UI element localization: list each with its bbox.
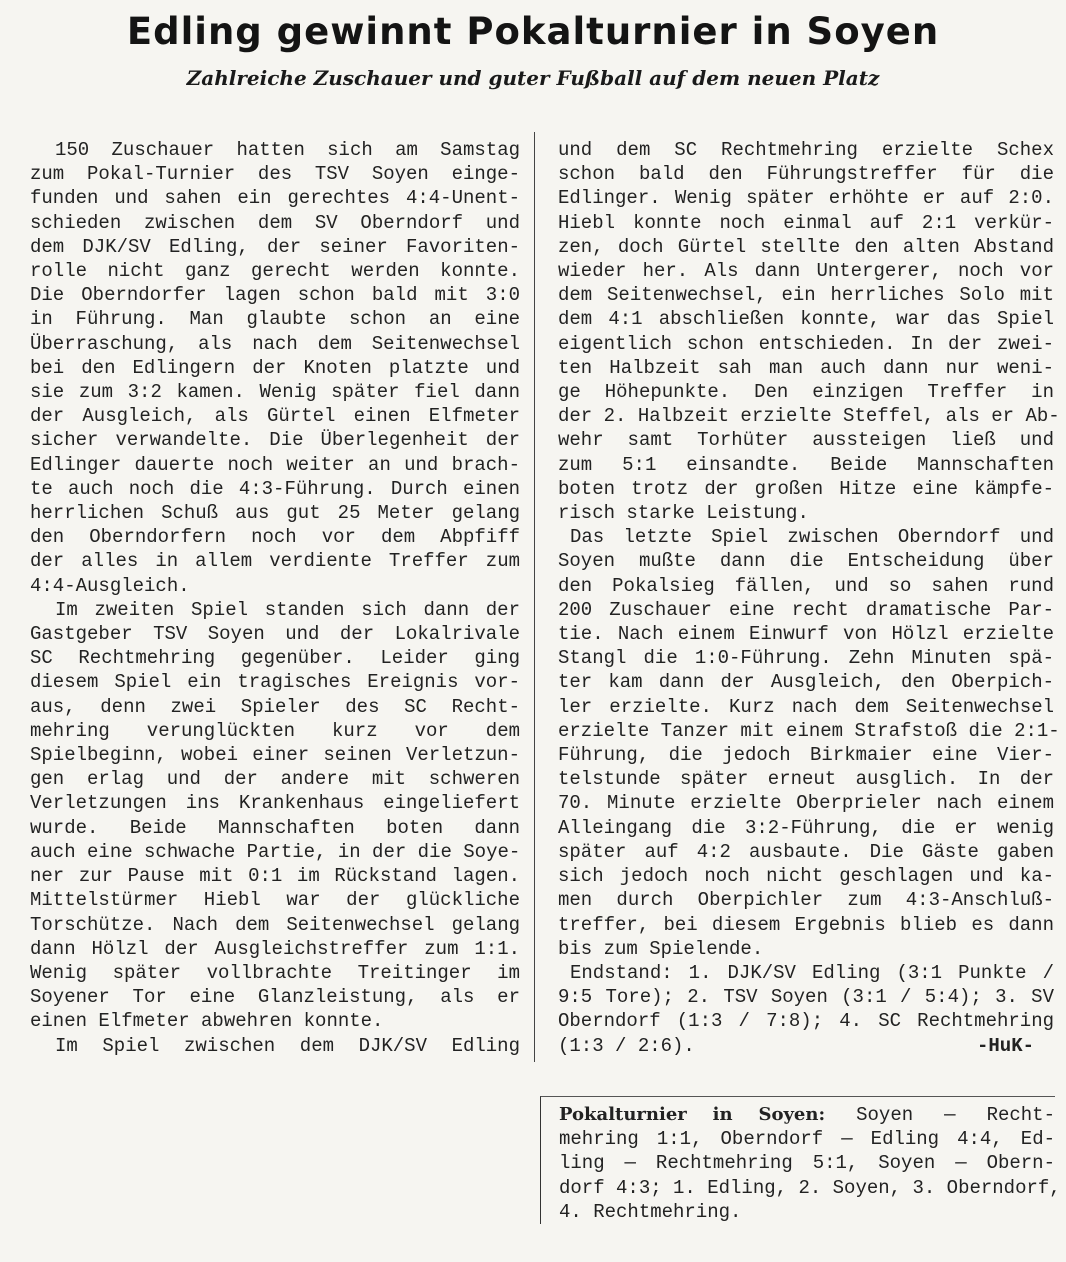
article-line: schieden zwischen dem SV Oberndorf und bbox=[30, 211, 520, 234]
article-line: Gastgeber TSV Soyen und der Lokalrivale bbox=[30, 623, 520, 646]
article-line: 150 Zuschauer hatten sich am Samstag bbox=[55, 139, 520, 161]
article-line: SC Rechtmehring gegenüber. Leider ging bbox=[30, 647, 520, 670]
article-line: den Pokalsieg fällen, und so sahen rund bbox=[558, 574, 1054, 597]
article-line: wurde. Beide Mannschaften boten dann bbox=[30, 816, 520, 839]
article-line: Edlinger. Wenig später erhöhte er auf 2:0. bbox=[558, 187, 1054, 210]
article-line: und dem SC Rechtmehring erzielte Schex bbox=[558, 139, 1054, 161]
article-line: gen erlag und der andere mit schweren bbox=[30, 768, 520, 791]
article-line: erzielte Tanzer mit einem Strafstoß die 2:1- bbox=[558, 719, 1060, 742]
article-line: der alles in allem verdiente Treffer zum bbox=[30, 550, 520, 573]
summary-line: ling — Rechtmehring 5:1, Soyen — Obern- bbox=[559, 1152, 1055, 1175]
article-line: zum Pokal-Turnier des TSV Soyen einge- bbox=[30, 163, 520, 186]
article-line: bei den Edlingern der Knoten platzte und bbox=[30, 356, 520, 379]
article-line: Führung, die jedoch Birkmaier eine Vier- bbox=[558, 744, 1054, 767]
results-summary-box bbox=[540, 1096, 1061, 1224]
article-line: herrlichen Schuß aus gut 25 Meter gelang bbox=[30, 502, 520, 525]
article-line: zum 5:1 einsandte. Beide Mannschaften bbox=[558, 453, 1054, 476]
article-line: den Oberndorfern noch vor dem Abpfiff bbox=[30, 526, 520, 549]
article-line: dem 4:1 abschließen konnte, war das Spiel bbox=[558, 308, 1054, 331]
summary-lead-rest: Soyen — Recht- bbox=[856, 1104, 1055, 1126]
article-line: Oberndorf (1:3 / 7:8); 4. SC Rechtmehring bbox=[558, 1010, 1054, 1033]
article-line: in Führung. Man glaubte schon an eine bbox=[30, 308, 520, 331]
article-line: ler erzielte. Kurz nach dem Seitenwechsel bbox=[558, 695, 1054, 718]
article-line: Soyener Tor eine Glanzleistung, als er bbox=[30, 986, 520, 1009]
article-column-left bbox=[30, 138, 520, 1058]
article-headline: Edling gewinnt Pokalturnier in Soyen bbox=[126, 10, 940, 53]
article-line: Mittelstürmer Hiebl war der glückliche bbox=[30, 889, 520, 912]
summary-line: dorf 4:3; 1. Edling, 2. Soyen, 3. Oberndorf, bbox=[559, 1176, 1061, 1199]
article-line: sich jedoch noch nicht geschlagen und ka- bbox=[558, 865, 1054, 888]
article-line: diesem Spiel ein tragisches Ereignis vor- bbox=[30, 671, 520, 694]
article-line: Verletzungen ins Krankenhaus eingeliefert bbox=[30, 792, 520, 815]
article-line: 70. Minute erzielte Oberprieler nach einem bbox=[558, 792, 1054, 815]
article-line: men durch Oberpichler zum 4:3-Anschluß- bbox=[558, 889, 1054, 912]
article-line: funden und sahen ein gerechtes 4:4-Unent- bbox=[30, 187, 520, 210]
article-line: Im zweiten Spiel standen sich dann der bbox=[55, 598, 520, 621]
article-line: zen, doch Gürtel stellte den alten Abstand bbox=[558, 235, 1054, 258]
summary-line: 4. Rechtmehring. bbox=[559, 1200, 742, 1223]
article-line: dann Hölzl der Ausgleichstreffer zum 1:1. bbox=[30, 937, 520, 960]
article-line: mehring verunglückten kurz vor dem bbox=[30, 719, 520, 742]
article-line: Das letzte Spiel zwischen Oberndorf und bbox=[570, 526, 1054, 549]
column-divider bbox=[534, 132, 535, 1062]
article-line: später auf 4:2 ausbaute. Die Gäste gaben bbox=[558, 840, 1054, 863]
article-line: treffer, bei diesem Ergebnis blieb es dann bbox=[558, 913, 1054, 936]
article-line: Wenig später vollbrachte Treitinger im bbox=[30, 961, 520, 984]
article-column-right bbox=[558, 138, 1060, 1058]
article-line: schon bald den Führungstreffer für die bbox=[558, 163, 1054, 186]
author-signature: -HuK- bbox=[976, 1034, 1034, 1057]
summary-line bbox=[559, 1103, 1055, 1127]
article-line: Soyen mußte dann die Entscheidung über bbox=[558, 550, 1054, 573]
summary-lead: Pokalturnier in Soyen: bbox=[559, 1104, 826, 1125]
article-line: Endstand: 1. DJK/SV Edling (3:1 Punkte / bbox=[570, 961, 1054, 984]
article-line: sicher verwandelte. Die Überlegenheit der bbox=[30, 429, 520, 452]
article-line: boten trotz der großen Hitze eine kämpfe- bbox=[558, 477, 1054, 500]
article-line: Edlinger dauerte noch weiter an und brach- bbox=[30, 453, 520, 476]
article-line: auch eine schwache Partie, in der die Soye- bbox=[30, 840, 521, 863]
article-line: ge Höhepunkte. Den einzigen Treffer in bbox=[558, 381, 1054, 404]
article-line: Torschütze. Nach dem Seitenwechsel gelang bbox=[30, 913, 520, 936]
article-line: dem DJK/SV Edling, der seiner Favoriten- bbox=[30, 235, 520, 258]
article-line: ner zur Pause mit 0:1 im Rückstand lagen. bbox=[30, 865, 520, 888]
summary-line: mehring 1:1, Oberndorf — Edling 4:4, Ed- bbox=[559, 1128, 1055, 1151]
article-line: te auch noch die 4:3-Führung. Durch einen bbox=[30, 477, 520, 500]
article-line: der Ausgleich, als Gürtel einen Elfmeter bbox=[30, 405, 520, 428]
article-line: 200 Zuschauer eine recht dramatische Par- bbox=[558, 598, 1054, 621]
article-line: risch starke Leistung. bbox=[558, 502, 809, 525]
article-line: Stangl die 1:0-Führung. Zehn Minuten spä- bbox=[558, 647, 1054, 670]
final-line bbox=[558, 1034, 1054, 1058]
article-line: Spielbeginn, wobei einer seinen Verletzun- bbox=[30, 744, 520, 767]
article-line: wieder her. Als dann Untergerer, noch vor bbox=[558, 260, 1054, 283]
article-line: Hiebl konnte noch einmal auf 2:1 verkür- bbox=[558, 211, 1054, 234]
article-line: ten Halbzeit sah man auch dann nur weni- bbox=[558, 356, 1054, 379]
article-line: Im Spiel zwischen dem DJK/SV Edling bbox=[55, 1034, 520, 1057]
article-line: 4:4-Ausgleich. bbox=[30, 574, 190, 597]
article-line: 9:5 Tore); 2. TSV Soyen (3:1 / 5:4); 3. SV bbox=[558, 986, 1054, 1009]
article-line: (1:3 / 2:6). bbox=[558, 1034, 695, 1057]
article-line: telstunde später erneut ausglich. In der bbox=[558, 768, 1054, 791]
article-line: einen Elfmeter abwehren konnte. bbox=[30, 1010, 384, 1033]
article-line: Alleingang die 3:2-Führung, die er wenig bbox=[558, 816, 1054, 839]
article-line: aus, denn zwei Spieler des SC Recht- bbox=[30, 695, 520, 718]
article-line: eigentlich schon entschieden. In der zwei- bbox=[558, 332, 1054, 355]
article-line: ter kam dann der Ausgleich, den Oberpich- bbox=[558, 671, 1054, 694]
article-line: der 2. Halbzeit erzielte Steffel, als er Ab- bbox=[558, 405, 1060, 428]
article-line: wehr samt Torhüter aussteigen ließ und bbox=[558, 429, 1054, 452]
article-line: Die Oberndorfer lagen schon bald mit 3:0 bbox=[30, 284, 520, 307]
article-line: Überraschung, als nach dem Seitenwechsel bbox=[30, 332, 520, 355]
article-line: rolle nicht ganz gerecht werden konnte. bbox=[30, 260, 520, 283]
article-line: tie. Nach einem Einwurf von Hölzl erzielte bbox=[558, 623, 1054, 646]
article-line: dem Seitenwechsel, ein herrliches Solo mit bbox=[558, 284, 1054, 307]
article-line: bis zum Spielende. bbox=[558, 937, 764, 960]
article-subheadline: Zahlreiche Zuschauer und guter Fußball auf dem neuen Platz bbox=[186, 66, 880, 90]
article-line: sie zum 3:2 kamen. Wenig später fiel dann bbox=[30, 381, 520, 404]
